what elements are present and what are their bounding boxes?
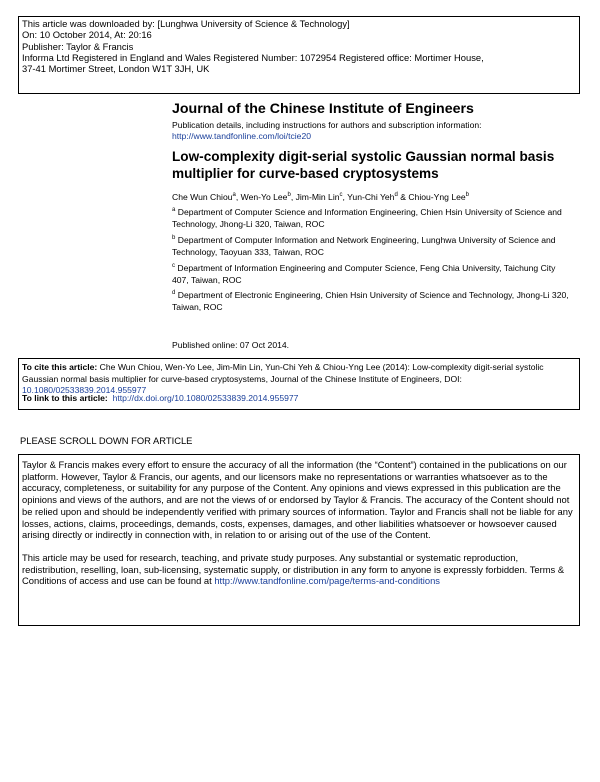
download-line: This article was downloaded by: [Lunghwa University of Science & Technology] [22,18,350,29]
download-info-box [18,16,580,94]
author: Yun-Chi Yeh$^d$ & [347,192,409,202]
publisher-line: Publisher: Taylor & Francis [22,40,134,52]
affiliation-d: $^d$ Department of Electronic Engineering, Chien Hsin University of Science and Technology, Jhong-Li 320, Taiwan, ROC [172,290,569,312]
author: Jim-Min Lin$^c$, [295,192,348,202]
citation-text: To cite this article: Che Wun Chiou, Wen-Yo Lee, Jim-Min Lin, Yun-Chi Yeh & Chiou-Yng Lee (2014): Low-complexity digit-serial systolic Gaussian normal basis multiplier for curve-based cryptosystems, Journal of the Chinese Institute of Engineers, DOI: 10.1080/02533839.2014.955977 [22,362,544,395]
article-title: Low-complexity digit-serial systolic Gaussian normal basis multiplier for curve-based cryptosystems [172,149,555,181]
disclaimer-box [18,454,580,626]
author-list [172,192,469,202]
affiliation-a: $^a$ Department of Computer Science and Information Engineering, Chien Hsin University of Science and Technology, Jhong-Li 320, Taiwan, ROC [172,207,562,229]
author: Wen-Yo Lee$^b$, [240,192,296,202]
citation-box [18,358,580,410]
link-label: To link to this article: [22,393,108,403]
registration-line: Informa Ltd Registered in England and Wales Registered Number: 1072954 Registered office: Mortimer House, [22,51,484,63]
address-line: 37-41 Mortimer Street, London W1T 3JH, UK [22,63,210,75]
published-online: Published online: 07 Oct 2014. [172,340,290,350]
journal-title: Journal of the Chinese Institute of Engineers [172,101,474,117]
author: Che Wun Chiou$^a$, [172,192,241,202]
affiliation-b: $^b$ Department of Computer Information and Network Engineering, Lunghwa University of Science and Technology, Taoyuan 333, Taiwan, ROC [172,235,556,257]
disclaimer-paragraph: Taylor & Francis makes every effort to ensure the accuracy of all the information (the “Content”) contained in the publications on our platform. However, Taylor & Francis, our agents, and our licensors make no representations or warranties whatsoever as to the accuracy, completeness, or suitability for any purpose of the Content. Any opinions and views expressed in this publication are the opinions and views of the authors, and are not the views of or endorsed by Taylor & Francis. The accuracy of the Content should not be relied upon and should be independently verified with primary sources of information. Taylor and Francis shall not be liable for any losses, actions, claims, proceedings, demands, costs, expenses, damages, and other liabilities whatsoever or howsoever caused arising directly or indirectly in connection with, in relation to or arising out of the use of the Content. [22,459,573,541]
terms-link[interactable]: http://www.tandfonline.com/page/terms-and-conditions [214,575,440,587]
scroll-notice: PLEASE SCROLL DOWN FOR ARTICLE [20,435,193,446]
article-link[interactable]: http://dx.doi.org/10.1080/02533839.2014.955977 [112,393,299,403]
journal-url-link[interactable]: http://www.tandfonline.com/loi/tcie20 [172,131,312,141]
usage-paragraph: This article may be used for research, teaching, and private study purposes. Any substantial or systematic reproduction, redistribution, reselling, loan, sub-licensing, systematic supply, or distribution in any form to anyone is expressly forbidden. Terms & Conditions of access and use can be found at http://www.tandfonline.com/page/terms-and-conditions [22,551,565,587]
publication-details [172,120,482,142]
affiliation-c: $^c$ Department of Information Engineering and Computer Science, Feng Chia University, Taichung City 407, Taiwan, ROC [172,263,556,285]
cite-label: To cite this article: [22,362,98,372]
author: Chiou-Yng Lee$^b$ [408,192,470,202]
publication-details-text: Publication details, including instructions for authors and subscription information: [172,120,482,130]
link-row [22,393,298,403]
download-date-line: On: 10 October 2014, At: 20:16 [22,29,152,41]
doi-link[interactable]: 10.1080/02533839.2014.955977 [22,385,147,395]
